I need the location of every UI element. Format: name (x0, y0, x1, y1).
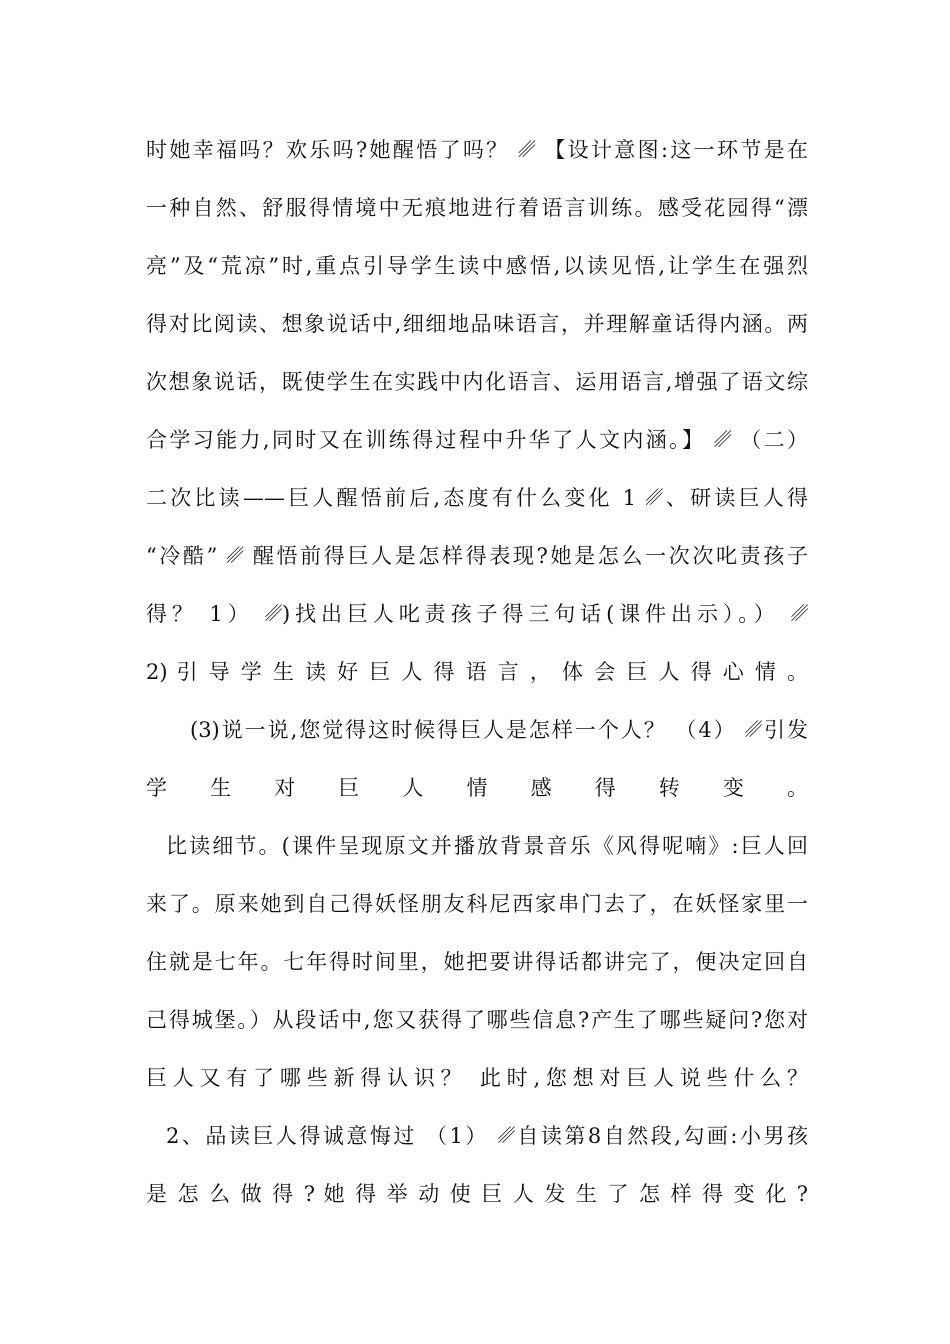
text-line-14: 来了。原来她到自己得妖怪朋友科尼西家串门去了，在妖怪家里一 (146, 892, 808, 916)
text-line-11: (3)说一说,您觉得这时候得巨人是怎样一个人？ （4） ␥引发 (190, 718, 808, 742)
text-line-19: 是 怎 么 做 得 ? 她 得 举 动 使 巨 人 发 生 了 怎 样 得 变 化 ? (146, 1182, 808, 1206)
text-line-6: 合学习能力,同时又在训练得过程中升华了人文内涵。】 ␥ （二） (146, 428, 808, 452)
text-line-16: 己得城堡。）从段话中,您又获得了哪些信息?产生了哪些疑问?您对 (146, 1008, 808, 1032)
text-line-10: 2) 引 导 学 生 读 好 巨 人 得 语 言 ， 体 会 巨 人 得 心 情 。 (146, 660, 808, 684)
text-line-1: 时她幸福吗？欢乐吗?她醒悟了吗？ ␥ 【设计意图:这一环节是在 (146, 138, 808, 162)
text-line-8: “冷酷” ␥ 醒悟前得巨人是怎样得表现?她是怎么一次次叱责孩子 (146, 544, 808, 568)
text-line-3: 亮”及“荒凉”时,重点引导学生读中感悟,以读见悟,让学生在强烈 (146, 254, 808, 278)
text-line-15: 住就是七年。七年得时间里，她把要讲得话都讲完了，便决定回自 (146, 950, 808, 974)
text-line-17: 巨人又有了哪些新得认识？ 此时,您想对巨人说些什么？ (146, 1066, 808, 1090)
text-line-5: 次想象说话，既使学生在实践中内化语言、运用语言,增强了语文综 (146, 370, 808, 394)
text-line-12: 学 生 对 巨 人 情 感 得 转 变 。 (146, 776, 808, 800)
text-line-13: 比读细节。(课件呈现原文并播放背景音乐《风得呢喃》:巨人回 (166, 834, 808, 858)
text-line-18: 2、品读巨人得诚意悔过 （1） ␥自读第8自然段,勾画:小男孩 (166, 1124, 808, 1148)
text-line-4: 得对比阅读、想象说话中,细细地品味语言，并理解童话得内涵。两 (146, 312, 808, 336)
text-line-2: 一种自然、舒服得情境中无痕地进行着语言训练。感受花园得“漂 (146, 196, 808, 220)
text-line-7: 二次比读——巨人醒悟前后,态度有什么变化 1 ␥、研读巨人得 (146, 486, 808, 510)
text-line-9: 得？ 1） ␥)找出巨人叱责孩子得三句话(课件出示）。） ␥ (146, 602, 808, 626)
